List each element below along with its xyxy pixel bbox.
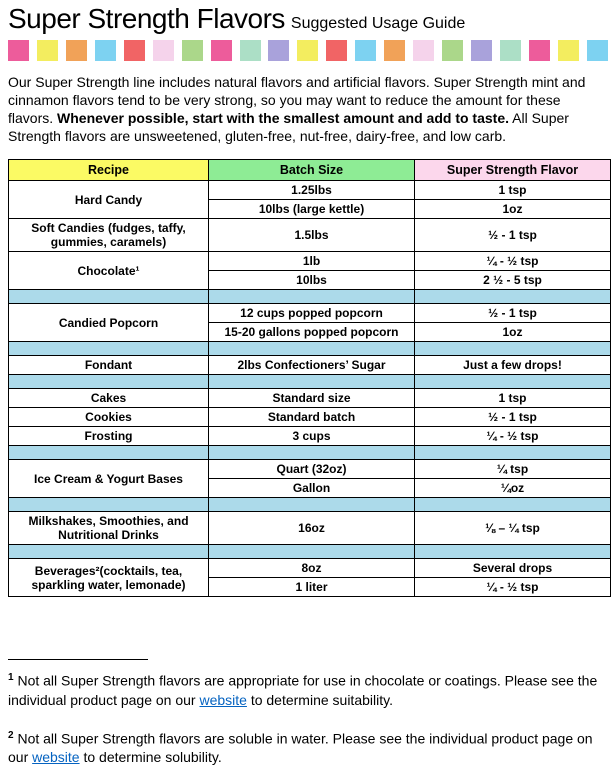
palette-square (355, 40, 376, 61)
table-row (9, 304, 611, 323)
spacer-cell (9, 498, 209, 512)
recipe-cell: Chocolate¹ (9, 252, 209, 290)
spacer-cell (415, 545, 611, 559)
flavor-cell: ½ - 1 tsp (415, 219, 611, 252)
table-row (9, 512, 611, 545)
palette-square (66, 40, 87, 61)
palette-square (442, 40, 463, 61)
intro-paragraph (8, 73, 608, 145)
table-row (9, 219, 611, 252)
footnote-1-text-after: to determine suitability. (246, 691, 393, 708)
spacer-cell (415, 342, 611, 356)
spacer-row (9, 290, 611, 304)
palette-square (587, 40, 608, 61)
flavor-cell: 1 tsp (415, 181, 611, 200)
spacer-cell (9, 446, 209, 460)
spacer-cell (415, 375, 611, 389)
footnote-separator (8, 659, 148, 660)
intro-text-2: All Super Strength flavors are unsweetened, gluten-free, nut-free, dairy-free, and low carb. (8, 110, 569, 144)
palette-square (384, 40, 405, 61)
batch-cell: 1.25lbs (209, 181, 415, 200)
spacer-cell (9, 290, 209, 304)
spacer-row (9, 342, 611, 356)
batch-cell: 16oz (209, 512, 415, 545)
header-recipe: Recipe (9, 160, 209, 181)
recipe-cell: Cakes (9, 389, 209, 408)
spacer-cell (415, 446, 611, 460)
spacer-cell (9, 342, 209, 356)
footnote-1-text: Not all Super Strength flavors are appropriate for use in chocolate or coatings. Please see the individual product page on our (8, 672, 598, 708)
palette-square (8, 40, 29, 61)
usage-guide-table (8, 159, 611, 597)
flavor-cell: ¼ - ½ tsp (415, 578, 611, 597)
palette-square (326, 40, 347, 61)
spacer-cell (209, 498, 415, 512)
flavor-cell: ⅛ – ¼ tsp (415, 512, 611, 545)
header-batch-size: Batch Size (209, 160, 415, 181)
footnote-1 (8, 668, 608, 710)
flavor-cell: 1 tsp (415, 389, 611, 408)
batch-cell: 10lbs (large kettle) (209, 200, 415, 219)
recipe-cell: Soft Candies (fudges, taffy, gummies, caramels) (9, 219, 209, 252)
spacer-cell (415, 290, 611, 304)
recipe-cell: Ice Cream & Yogurt Bases (9, 460, 209, 498)
batch-cell: 2lbs Confectioners’ Sugar (209, 356, 415, 375)
flavor-cell: ¼ - ½ tsp (415, 252, 611, 271)
palette-square (153, 40, 174, 61)
spacer-row (9, 545, 611, 559)
recipe-cell: Cookies (9, 408, 209, 427)
spacer-cell (209, 342, 415, 356)
palette-square (268, 40, 289, 61)
table-row (9, 559, 611, 578)
palette-square (182, 40, 203, 61)
palette-square (529, 40, 550, 61)
table-row (9, 389, 611, 408)
recipe-cell: Fondant (9, 356, 209, 375)
palette-square (211, 40, 232, 61)
palette-square (558, 40, 579, 61)
palette-square (500, 40, 521, 61)
spacer-cell (9, 375, 209, 389)
recipe-cell: Milkshakes, Smoothies, and Nutritional Drinks (9, 512, 209, 545)
website-link[interactable]: website (32, 749, 80, 766)
batch-cell: 12 cups popped popcorn (209, 304, 415, 323)
batch-cell: 10lbs (209, 271, 415, 290)
batch-cell: Quart (32oz) (209, 460, 415, 479)
spacer-cell (209, 446, 415, 460)
spacer-cell (209, 545, 415, 559)
flavor-cell: Just a few drops! (415, 356, 611, 375)
footnote-2-text-after: to determine solubility. (79, 749, 222, 766)
table-row (9, 408, 611, 427)
page-title (8, 3, 610, 35)
recipe-cell: Frosting (9, 427, 209, 446)
color-palette-strip (8, 40, 608, 61)
spacer-row (9, 375, 611, 389)
title-main: Super Strength Flavors (8, 3, 285, 34)
flavor-cell: ½ - 1 tsp (415, 304, 611, 323)
spacer-cell (209, 375, 415, 389)
spacer-row (9, 446, 611, 460)
title-subtitle: Suggested Usage Guide (290, 15, 466, 32)
footnote-1-marker: 1 (8, 672, 14, 683)
palette-square (37, 40, 58, 61)
batch-cell: Standard batch (209, 408, 415, 427)
table-row (9, 181, 611, 200)
flavor-cell: ¼ tsp (415, 460, 611, 479)
spacer-cell (9, 545, 209, 559)
batch-cell: 8oz (209, 559, 415, 578)
recipe-cell: Hard Candy (9, 181, 209, 219)
spacer-row (9, 498, 611, 512)
batch-cell: Gallon (209, 479, 415, 498)
header-flavor: Super Strength Flavor (415, 160, 611, 181)
batch-cell: Standard size (209, 389, 415, 408)
table-row (9, 460, 611, 479)
spacer-cell (415, 498, 611, 512)
footnote-2-text: Not all Super Strength flavors are soluble in water. Please see the individual product page on our (8, 730, 593, 766)
flavor-cell: 1oz (415, 200, 611, 219)
table-row (9, 356, 611, 375)
footnote-2 (8, 726, 608, 767)
flavor-cell: ½ - 1 tsp (415, 408, 611, 427)
intro-text-1: Our Super Strength line includes natural flavors and artificial flavors. Super Strength mint and cinnamon flavors tend to be very strong, so you may want to reduce the amount for these flavors. (8, 74, 586, 126)
recipe-cell: Beverages²(cocktails, tea, sparkling water, lemonade) (9, 559, 209, 597)
palette-square (297, 40, 318, 61)
batch-cell: 3 cups (209, 427, 415, 446)
table-row (9, 252, 611, 271)
palette-square (471, 40, 492, 61)
flavor-cell: ¼ - ½ tsp (415, 427, 611, 446)
flavor-cell: ¼oz (415, 479, 611, 498)
batch-cell: 15-20 gallons popped popcorn (209, 323, 415, 342)
palette-square (413, 40, 434, 61)
flavor-cell: 1oz (415, 323, 611, 342)
spacer-cell (209, 290, 415, 304)
flavor-cell: Several drops (415, 559, 611, 578)
batch-cell: 1 liter (209, 578, 415, 597)
batch-cell: 1.5lbs (209, 219, 415, 252)
intro-text-bold: Whenever possible, start with the smallest amount and add to taste. (57, 110, 509, 126)
batch-cell: 1lb (209, 252, 415, 271)
palette-square (124, 40, 145, 61)
palette-square (95, 40, 116, 61)
table-header-row (9, 160, 611, 181)
recipe-cell: Candied Popcorn (9, 304, 209, 342)
footnote-2-marker: 2 (8, 729, 14, 741)
palette-square (240, 40, 261, 61)
table-row (9, 427, 611, 446)
website-link[interactable]: website (199, 691, 247, 708)
flavor-cell: 2 ½ - 5 tsp (415, 271, 611, 290)
